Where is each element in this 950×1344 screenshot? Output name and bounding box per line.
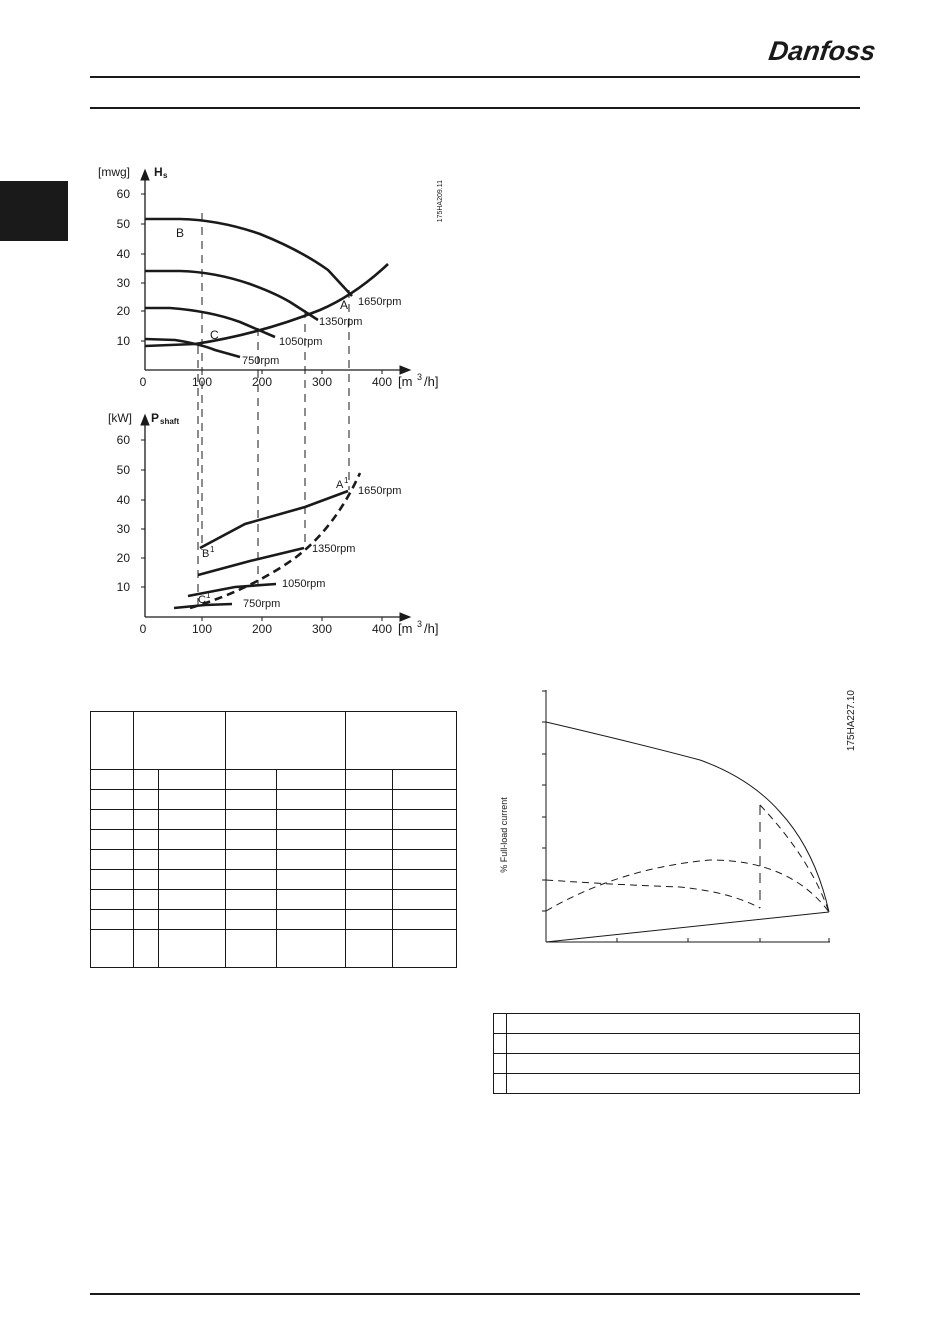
table-cell [226,810,277,830]
table-cell [91,790,134,810]
logo-text: Danfoss [766,35,878,66]
table-cell [159,890,226,910]
table-cell [277,830,346,850]
table-cell [393,830,457,850]
bottom-x-tick: 100 [191,622,213,636]
top-rpm-label: 1050rpm [279,336,323,348]
top-x-tick: 0 [139,375,147,389]
table-cell [277,930,346,968]
point-label-a: A [340,298,349,312]
bottom-x-unit: [m [398,621,413,636]
top-ticks [141,194,382,374]
table-cell [159,810,226,830]
top-y-tick: 30 [116,276,130,290]
legend-cell [494,1014,507,1034]
table-cell [134,790,159,810]
table-cell [159,770,226,790]
bottom-y-tick: 10 [116,580,130,594]
table-cell [277,790,346,810]
table-cell [346,770,393,790]
top-x-tick: 200 [251,375,273,389]
top-x-tick: 300 [311,375,333,389]
bottom-x-tick: 300 [311,622,333,636]
table-cell [277,890,346,910]
bottom-x-tick: 0 [139,622,147,636]
table-cell [346,712,457,770]
table-cell [277,770,346,790]
header-rule-top [90,76,860,78]
table-cell [91,810,134,830]
bottom-y-arrow-icon [141,415,149,425]
top-x-tick: 100 [191,375,213,389]
table-cell [91,890,134,910]
y-axis-label: % Full-load current [499,797,509,873]
table-cell [226,830,277,850]
table-cell [393,930,457,968]
legend-row [494,1074,860,1094]
figure-code: 175HA209.11 [437,180,444,223]
bottom-x-unit-tail: /h] [424,621,439,636]
point-label-b: B [176,226,185,240]
table-row [91,810,457,830]
table-cell [134,890,159,910]
bottom-y-tick: 30 [116,522,130,536]
bottom-y-symbol: P [151,411,160,425]
table-cell [159,870,226,890]
table-row [91,910,457,930]
legend-cell [507,1074,860,1094]
legend-row [494,1054,860,1074]
top-x-unit-sup: 3 [417,372,423,382]
table-cell [393,810,457,830]
table-cell [393,890,457,910]
table-cell [91,910,134,930]
chapter-tab [0,181,68,241]
point-label-c1: C [198,594,206,606]
legend-cell [494,1074,507,1094]
bottom-y-tick: 20 [116,551,130,565]
table-cell [91,870,134,890]
bottom-y-tick: 60 [116,433,130,447]
bottom-y-tick: 40 [116,493,130,507]
table-cell [134,770,159,790]
top-y-symbol: H [154,165,163,179]
top-y-tick: 20 [116,304,130,318]
top-rpm-label: 1350rpm [319,316,363,328]
table-cell [226,712,346,770]
pump-characteristic-chart [90,150,465,650]
top-rpm-label: 1650rpm [358,296,402,308]
bottom-x-unit-sup: 3 [417,619,423,629]
bottom-rpm-label: 1650rpm [358,485,402,497]
bottom-rpm-label: 1350rpm [312,543,356,555]
table-cell [91,930,134,968]
table-row [91,930,457,968]
table-cell [91,830,134,850]
table-cell [226,870,277,890]
table-cell [91,850,134,870]
bottom-curve-1650 [200,491,348,548]
legend-cell [507,1014,860,1034]
bottom-x-tick: 200 [251,622,273,636]
point-sup: 1 [344,476,349,485]
table-cell [159,790,226,810]
table-cell [346,910,393,930]
point-sup: 1 [206,591,211,600]
top-x-arrow-icon [400,366,410,374]
legend-row [494,1014,860,1034]
legend-cell [494,1054,507,1074]
table-row [91,850,457,870]
table-cell [159,830,226,850]
table-cell [346,830,393,850]
table-row [91,790,457,810]
table-cell [159,850,226,870]
table-cell [393,870,457,890]
legend-cell [494,1034,507,1054]
table-cell [134,810,159,830]
table-cell [159,930,226,968]
top-y-tick: 50 [116,217,130,231]
table-cell [346,810,393,830]
table-cell [393,850,457,870]
top-y-tick: 40 [116,247,130,261]
top-curve-750 [145,339,240,357]
point-sup: 1 [210,545,215,554]
table-cell [226,790,277,810]
bottom-rpm-label: 750rpm [243,598,281,610]
table-cell [226,850,277,870]
figure-code: 175HA227.10 [846,690,857,752]
table-cell [346,890,393,910]
top-x-unit-tail: /h] [424,374,439,389]
footer-rule [90,1293,860,1295]
bottom-y-sub: shaft [160,417,180,426]
bottom-x-arrow-icon [400,613,410,621]
table-cell [346,930,393,968]
top-y-tick: 10 [116,334,130,348]
data-table [90,711,457,968]
point-label-c: C [210,328,219,342]
table-cell [346,850,393,870]
table-row [91,770,457,790]
legend-cell [507,1054,860,1074]
axis-ticks [542,691,829,942]
table-cell [277,910,346,930]
header-rule-bottom [90,107,860,109]
table-cell [226,910,277,930]
table-cell [134,930,159,968]
table-cell [277,810,346,830]
table-cell [226,890,277,910]
top-y-sub: s [163,171,168,180]
table-cell [393,910,457,930]
table-cell [393,790,457,810]
point-label-a1: A [336,479,344,491]
table-cell [134,712,226,770]
table-cell [134,870,159,890]
table-cell [346,790,393,810]
table-cell [134,850,159,870]
table-row [91,712,457,770]
bottom-rpm-label: 1050rpm [282,578,326,590]
table-cell [134,910,159,930]
point-label-b1: B [202,548,210,560]
legend-table [493,1013,860,1094]
full-load-curve [546,722,829,912]
table-cell [226,930,277,968]
table-cell [277,850,346,870]
table-row [91,890,457,910]
full-load-current-chart [490,680,865,960]
table-cell [346,870,393,890]
table-cell [277,870,346,890]
top-y-arrow-icon [141,170,149,180]
bottom-ticks [141,440,382,621]
baseline-curve [546,912,829,942]
table-cell [134,830,159,850]
table-cell [91,770,134,790]
table-cell [393,770,457,790]
top-x-tick: 400 [371,375,393,389]
bottom-x-tick: 400 [371,622,393,636]
table-cell [159,910,226,930]
bottom-y-unit: [kW] [108,411,132,425]
top-x-unit: [m [398,374,413,389]
top-rpm-label: 750rpm [242,355,280,367]
dashed-curve-3 [760,805,829,912]
top-y-unit: [mwg] [98,165,131,179]
legend-cell [507,1034,860,1054]
table-row [91,870,457,890]
dashed-curve-2 [546,860,829,912]
top-curve-1350 [145,271,318,320]
bottom-y-tick: 50 [116,463,130,477]
table-cell [226,770,277,790]
table-cell [91,712,134,770]
table-row [91,830,457,850]
legend-row [494,1034,860,1054]
top-y-tick: 60 [116,187,130,201]
danfoss-logo [766,30,878,70]
